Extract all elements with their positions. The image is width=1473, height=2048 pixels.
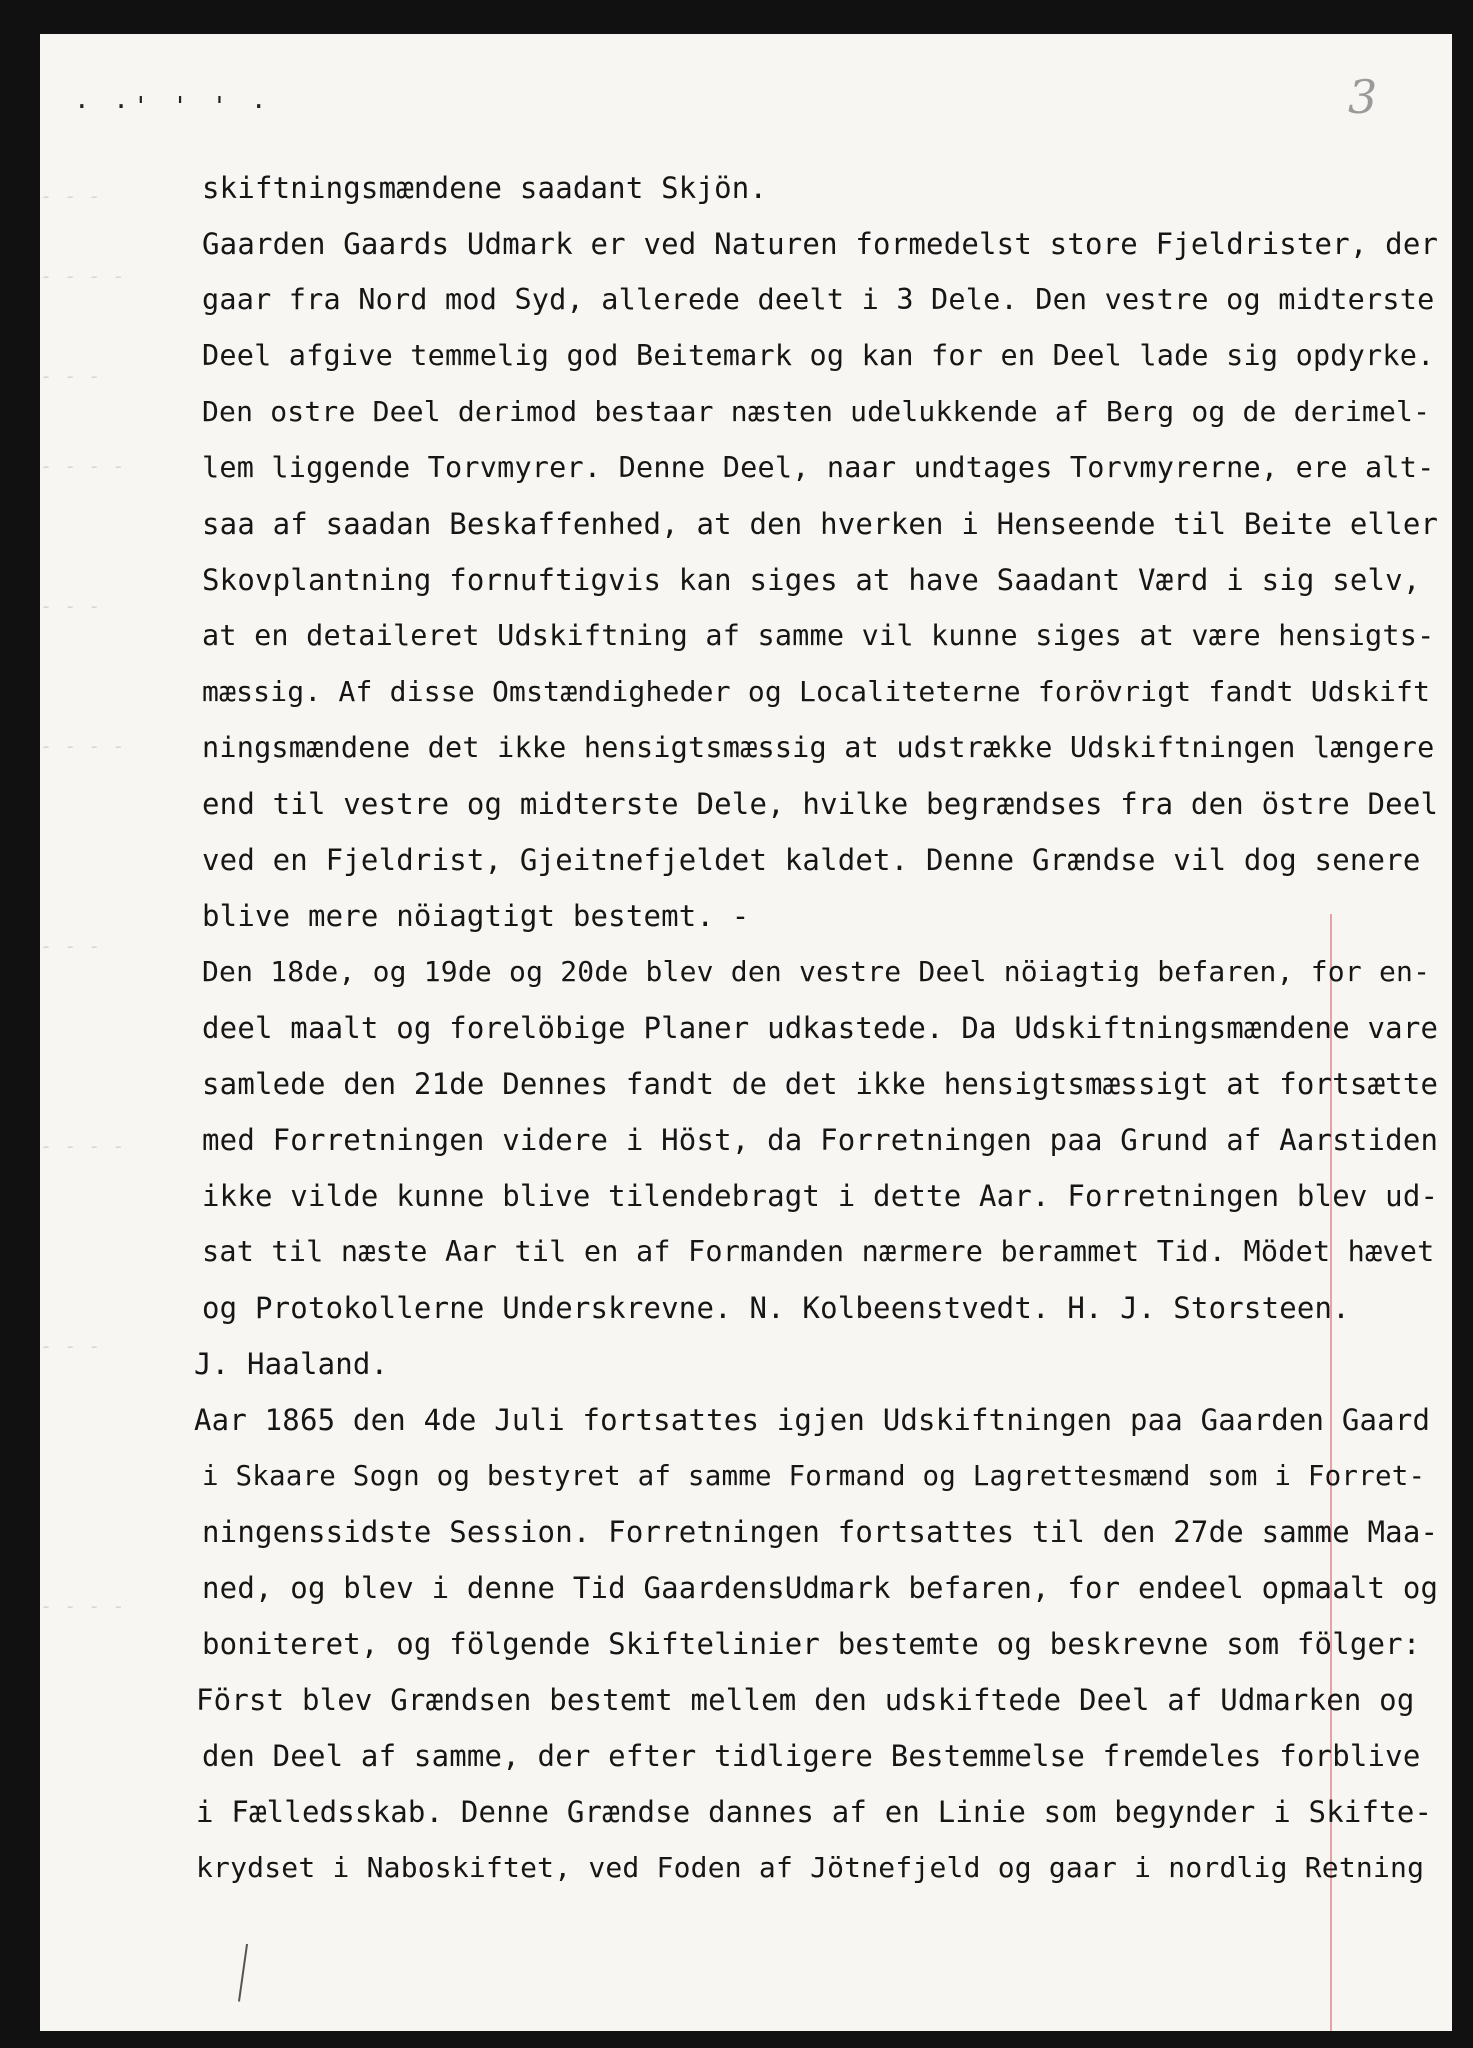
text-line: i Fælledsskab. Denne Grændse dannes af en Linie som begynder i Skifte- — [196, 1795, 1433, 1829]
text-line: ved en Fjeldrist, Gjeitnefjeldet kaldet. Denne Grændse vil dog senere — [202, 843, 1421, 877]
text-line: ningsmændene det ikke hensigtsmæssig at udstrække Udskiftningen længere — [202, 731, 1435, 764]
text-line: Aar 1865 den 4de Juli fortsattes igjen Udskiftningen paa Gaarden Gaard — [194, 1403, 1431, 1437]
bleed-through-mark: - - - - — [40, 264, 125, 288]
text-line: saa af saadan Beskaffenhed, at den hverken i Henseende til Beite eller — [202, 507, 1439, 541]
text-line: at en detaileret Udskiftning af samme vil kunne siges at være hensigts- — [202, 619, 1435, 652]
text-line: krydset i Naboskiftet, ved Foden af Jötnefjeld og gaar i nordlig Retning — [196, 1851, 1425, 1884]
text-line: lem liggende Torvmyrer. Denne Deel, naar undtages Torvmyrerne, ere alt- — [202, 451, 1435, 484]
bleed-through-mark: - - - - — [40, 1594, 125, 1618]
bleed-through-mark: - - - — [40, 934, 101, 958]
text-line: med Forretningen videre i Höst, da Forretningen paa Grund af Aarstiden — [202, 1123, 1439, 1157]
text-line: Skovplantning fornuftigvis kan siges at have Saadant Værd i sig selv, — [202, 563, 1421, 597]
text-line: Gaarden Gaards Udmark er ved Naturen formedelst store Fjeldrister, der — [202, 227, 1439, 261]
text-line: Den 18de, og 19de og 20de blev den vestre Deel nöiagtig befaren, for en- — [202, 955, 1431, 988]
top-corner-marks: · ·' ' ' · — [74, 92, 271, 122]
text-line: ikke vilde kunne blive tilendebragt i dette Aar. Forretningen blev ud- — [202, 1179, 1439, 1213]
bleed-through-mark: - - - — [40, 364, 101, 388]
text-line: sat til næste Aar til en af Formanden nærmere berammet Tid. Mödet hævet — [202, 1235, 1435, 1268]
text-line: boniteret, og fölgende Skiftelinier bestemte og beskrevne som fölger: — [202, 1627, 1421, 1661]
bleed-through-mark: - - - — [40, 184, 101, 208]
text-line: Först blev Grændsen bestemt mellem den udskiftede Deel af Udmarken og — [196, 1683, 1415, 1717]
bleed-through-mark: - - - - — [40, 1134, 125, 1158]
document-page — [40, 34, 1452, 2031]
text-line: og Protokollerne Underskrevne. N. Kolbeenstvedt. H. J. Storsteen. — [202, 1291, 1350, 1325]
text-line: skiftningsmændene saadant Skjön. — [202, 171, 768, 205]
text-line: Den ostre Deel derimod bestaar næsten udelukkende af Berg og de derimel- — [202, 395, 1431, 428]
text-line: end til vestre og midterste Dele, hvilke begrændses fra den östre Deel — [202, 787, 1439, 821]
bleed-through-mark: - - - — [40, 594, 101, 618]
text-line: i Skaare Sogn og bestyret af samme Formand og Lagrettesmænd som i Forret- — [202, 1460, 1426, 1492]
text-line: J. Haaland. — [194, 1347, 389, 1381]
text-line: mæssig. Af disse Omstændigheder og Localiteterne forövrigt fandt Udskift — [202, 675, 1431, 708]
pencil-mark — [238, 1944, 252, 2002]
page-number: 3 — [1348, 70, 1378, 124]
text-line: den Deel af samme, der efter tidligere Bestemmelse fremdeles forblive — [202, 1739, 1421, 1773]
text-line: ned, og blev i denne Tid GaardensUdmark befaren, for endeel opmaalt og — [202, 1571, 1439, 1605]
text-line: samlede den 21de Dennes fandt de det ikke hensigtsmæssigt at fortsætte — [202, 1067, 1439, 1101]
text-line: deel maalt og forelöbige Planer udkastede. Da Udskiftningsmændene vare — [202, 1011, 1439, 1045]
bleed-through-mark: - - - - — [40, 454, 125, 478]
bleed-through-mark: - - - — [40, 1334, 101, 1358]
text-line: gaar fra Nord mod Syd, allerede deelt i 3 Dele. Den vestre og midterste — [202, 283, 1435, 316]
text-line: ningenssidste Session. Forretningen fortsattes til den 27de samme Maa- — [202, 1515, 1439, 1549]
bleed-through-mark: - - - - — [40, 734, 125, 758]
text-line: Deel afgive temmelig god Beitemark og kan for en Deel lade sig opdyrke. — [202, 339, 1435, 372]
text-line: blive mere nöiagtigt bestemt. - — [202, 899, 750, 933]
